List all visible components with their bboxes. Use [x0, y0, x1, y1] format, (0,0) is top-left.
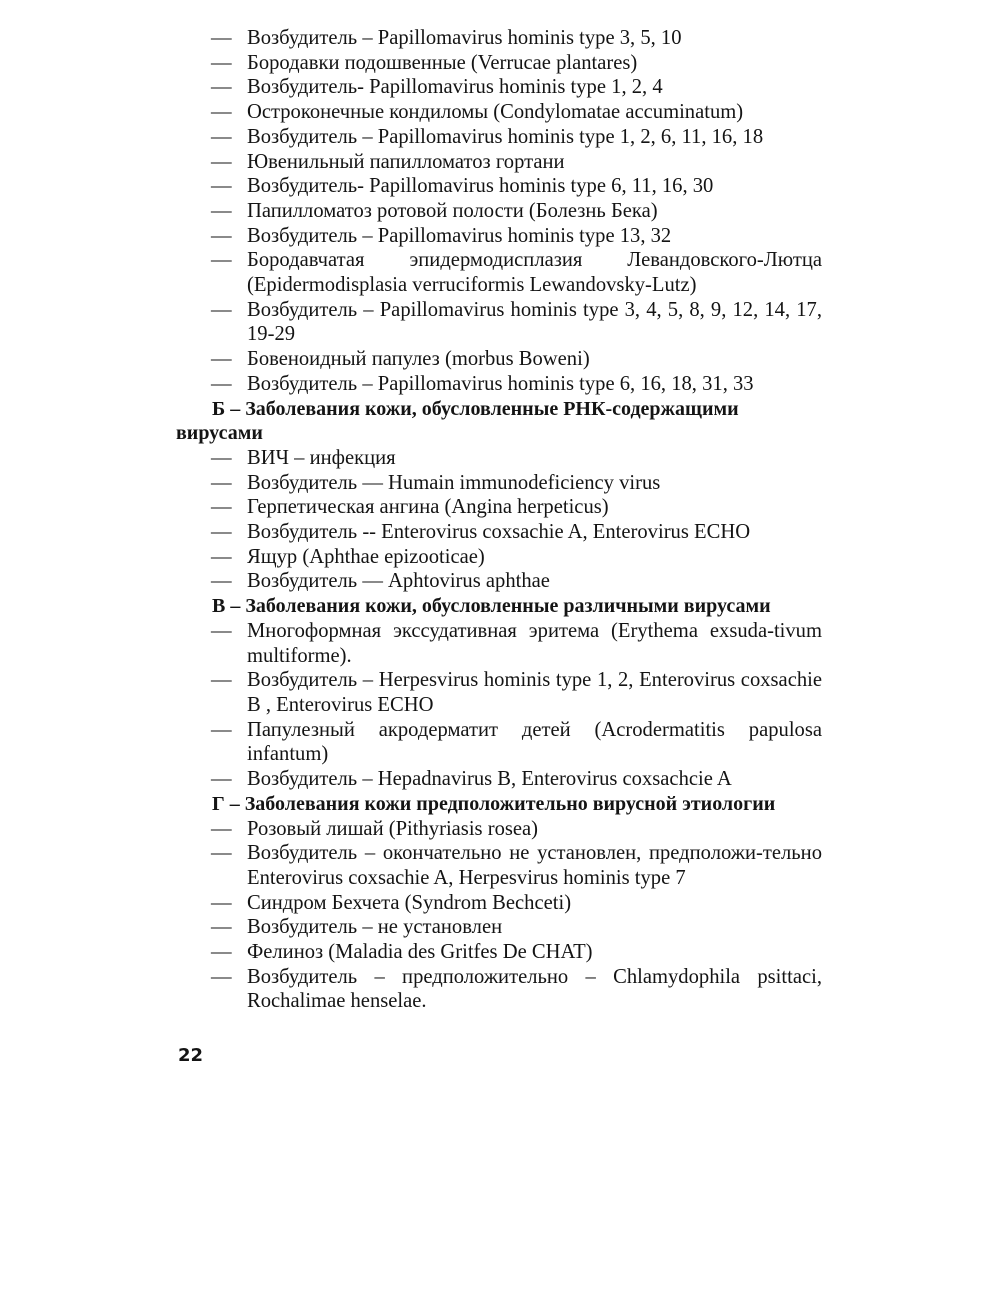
list-dash: —: [211, 768, 232, 791]
list-item: [176, 940, 822, 965]
list-dash: —: [211, 817, 232, 840]
list-item-text: Возбудитель – Papillomavirus hominis type 13, 32: [247, 224, 672, 247]
list-item-text: Папилломатоз ротовой полости (Болезнь Бека): [247, 199, 658, 222]
list-dash: —: [211, 101, 232, 124]
list-item-text: Возбудитель – Papillomavirus hominis type 6, 16, 18, 31, 33: [247, 372, 754, 395]
list-dash: —: [211, 125, 232, 148]
list-dash: —: [211, 965, 232, 988]
list-item-text: Возбудитель – Papillomavirus hominis type 1, 2, 6, 11, 16, 18: [247, 125, 764, 148]
list-dash: —: [211, 249, 232, 272]
list-item: [176, 817, 822, 842]
list-item: [176, 668, 822, 717]
list-item-text: Возбудитель — Humain immunodeficiency virus: [247, 471, 661, 494]
list-item-text: Возбудитель- Papillomavirus hominis type 6, 11, 16, 30: [247, 175, 714, 198]
list-item: [176, 347, 822, 372]
list-dash: —: [211, 842, 232, 865]
list-item: [176, 174, 822, 199]
list-item: [176, 150, 822, 175]
page-content: [176, 26, 822, 1014]
list-item: [176, 569, 822, 594]
list-item-text: Ящур (Aphthae epizooticae): [247, 545, 485, 568]
list-dash: —: [211, 51, 232, 74]
list-item: [176, 372, 822, 397]
list-item-text: Возбудитель – предположительно – Chlamydophila psittaci, Rochalimae henselae.: [247, 965, 822, 1013]
list-dash: —: [211, 298, 232, 321]
list-item-text: Возбудитель — Aphtovirus aphthae: [247, 570, 550, 593]
page-number: 22: [178, 1045, 204, 1066]
list-dash: —: [211, 175, 232, 198]
list-dash: —: [211, 916, 232, 939]
list-item: [176, 495, 822, 520]
list-dash: —: [211, 348, 232, 371]
list-item: [176, 520, 822, 545]
list-item-text: Фелиноз (Maladia des Gritfes De CHAT): [247, 941, 593, 964]
list-item-text: Возбудитель -- Enterovirus coxsachie A, Enterovirus ECHO: [247, 521, 751, 544]
list-item: [176, 915, 822, 940]
list-item: [176, 965, 822, 1014]
list-item: [176, 767, 822, 792]
list-item-text: Синдром Бехчета (Syndrom Bechceti): [247, 891, 572, 914]
section-heading: Б – Заболевания кожи, обусловленные РНК-содержащими вирусами: [176, 397, 739, 445]
list-dash: —: [211, 570, 232, 593]
list-item-text: Возбудитель – окончательно не установлен, предположи-тельно Enterovirus coxsachie A, Herpesvirus hominis type 7: [247, 842, 822, 889]
list-item-text: Ювенильный папилломатоз гортани: [247, 150, 565, 173]
section-heading: Г – Заболевания кожи предположительно вирусной этиологии: [212, 792, 776, 815]
list-item-text: Возбудитель – Papillomavirus hominis type 3, 5, 10: [247, 27, 682, 49]
list-item: [176, 471, 822, 496]
list-item-text: Папулезный акродерматит детей (Acrodermatitis papulosa infantum): [247, 718, 822, 766]
list-dash: —: [211, 27, 232, 49]
list-dash: —: [211, 76, 232, 99]
list-item: [176, 298, 822, 347]
list-dash: —: [211, 150, 232, 173]
list-item: [176, 841, 822, 890]
list-item: [176, 718, 822, 767]
list-dash: —: [211, 669, 232, 692]
list-dash: —: [211, 891, 232, 914]
list-dash: —: [211, 224, 232, 247]
list-dash: —: [211, 199, 232, 222]
list-item: [176, 26, 822, 51]
list-dash: —: [211, 941, 232, 964]
list-item-text: Остроконечные кондиломы (Condylomatae accuminatum): [247, 101, 744, 124]
list-item: [176, 75, 822, 100]
list-dash: —: [211, 372, 232, 395]
list-item: [176, 51, 822, 76]
list-item-text: Возбудитель – не установлен: [247, 916, 503, 939]
list-item-text: Возбудитель – Papillomavirus hominis type 3, 4, 5, 8, 9, 12, 14, 17, 19-29: [247, 298, 822, 346]
list-item-text: Возбудитель- Papillomavirus hominis type 1, 2, 4: [247, 76, 663, 99]
list-dash: —: [211, 718, 232, 741]
list-item: [176, 125, 822, 150]
list-dash: —: [211, 521, 232, 544]
list-item-text: Бородавки подошвенные (Verrucae plantares): [247, 51, 638, 74]
list-item: [176, 199, 822, 224]
list-dash: —: [211, 496, 232, 519]
list-item: [176, 619, 822, 668]
list-item: [176, 248, 822, 297]
list-item: [176, 891, 822, 916]
list-dash: —: [211, 471, 232, 494]
list-item-text: Бородавчатая эпидермодисплазия Левандовского-Лютца (Epidermodisplasia verruciformis Lewandovsky-Lutz): [247, 249, 822, 297]
list-item: [176, 224, 822, 249]
list-dash: —: [211, 619, 232, 642]
list-item-text: ВИЧ – инфекция: [247, 446, 396, 469]
list-item-text: Герпетическая ангина (Angina herpeticus): [247, 496, 609, 519]
list-item: [176, 545, 822, 570]
section-heading: В – Заболевания кожи, обусловленные различными вирусами: [212, 595, 771, 618]
list-item-text: Многоформная экссудативная эритема (Erythema exsuda-tivum multiforme).: [247, 619, 822, 667]
list-item-text: Бовеноидный папулез (morbus Boweni): [247, 348, 590, 371]
list-item-text: Возбудитель – Hepadnavirus B, Enterovirus coxsachcie A: [247, 768, 732, 791]
list-item: [176, 446, 822, 471]
list-item-text: Возбудитель – Herpesvirus hominis type 1, 2, Enterovirus coxsachie B , Enterovirus ECHO: [247, 669, 822, 716]
list-dash: —: [211, 446, 232, 469]
list-item-text: Розовый лишай (Pithyriasis rosea): [247, 817, 539, 840]
list-item: [176, 100, 822, 125]
list-dash: —: [211, 545, 232, 568]
